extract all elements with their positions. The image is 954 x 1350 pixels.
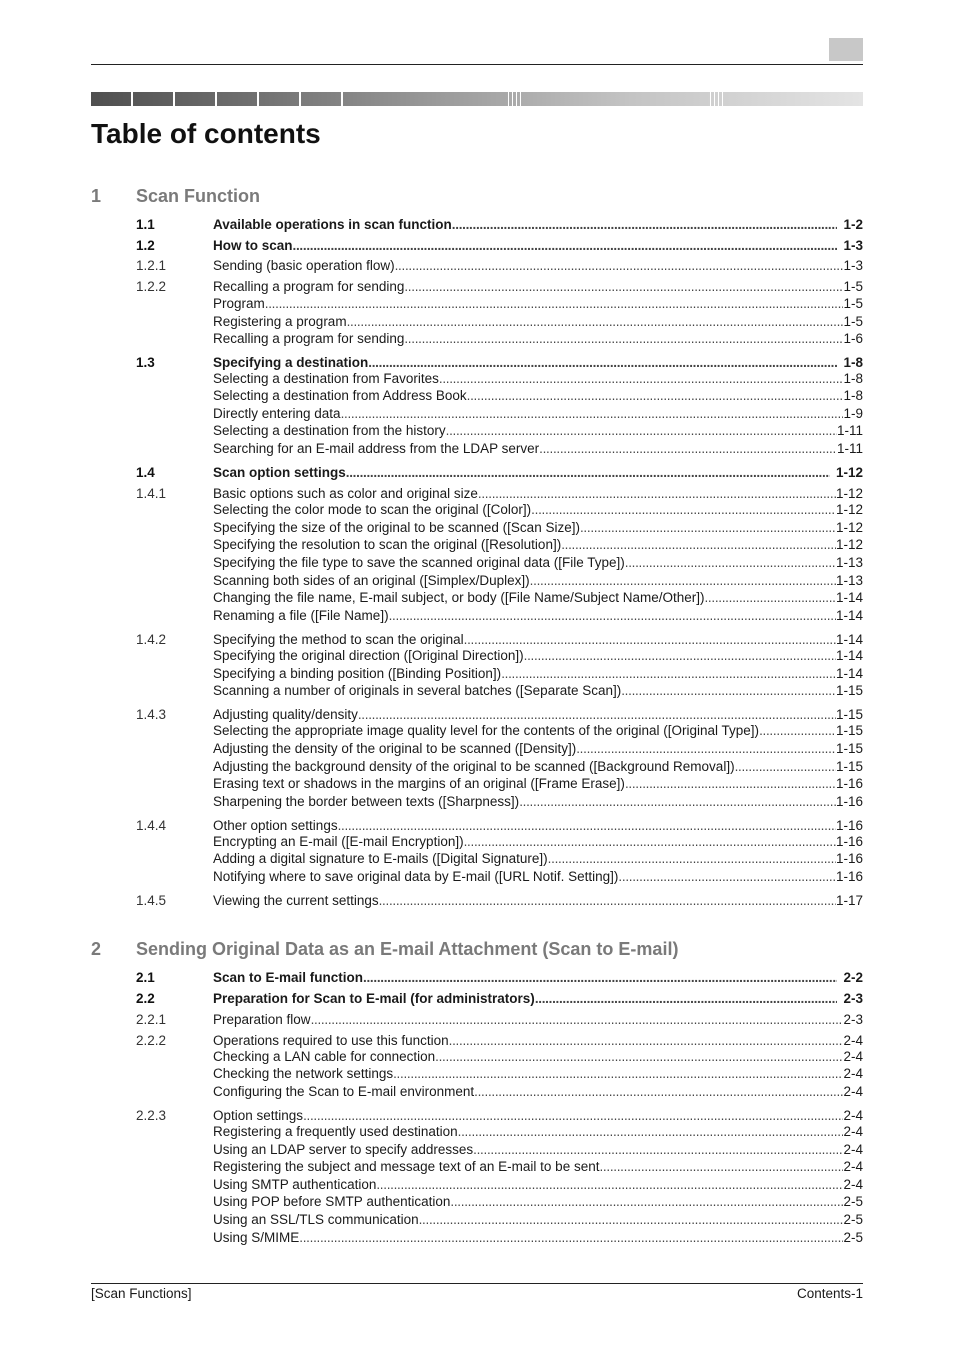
toc-page: 1-12 [835,502,863,517]
toc-dot-leader [404,278,843,295]
toc-row[interactable] [136,422,863,439]
toc-row[interactable] [136,1123,863,1140]
toc-row[interactable] [136,237,863,254]
toc-page: 1-15 [835,683,863,698]
toc-row[interactable] [136,1083,863,1100]
toc-text: Selecting the color mode to scan the original ([Color]) [213,502,532,517]
toc-dot-leader [395,257,844,274]
toc-dot-leader [393,1065,843,1082]
toc-text: Using POP before SMTP authentication [213,1194,451,1209]
toc-row[interactable] [136,758,863,775]
toc-dot-leader [404,330,843,347]
toc-row[interactable] [136,990,863,1007]
toc-page: 1-13 [835,555,863,570]
toc-row[interactable] [136,405,863,422]
toc-row[interactable] [136,572,863,589]
toc-dot-leader [580,519,836,536]
toc-number: 1.4.3 [136,707,167,722]
toc-text: Basic options such as color and original size [213,486,478,501]
toc-page: 1-16 [835,776,863,791]
toc-dot-leader [435,1048,843,1065]
toc-row[interactable] [136,536,863,553]
toc-dot-leader [358,706,836,723]
toc-page: 2-4 [843,1066,863,1081]
toc-dot-leader [519,793,836,810]
toc-number: 1.4.4 [136,818,167,833]
toc-row[interactable] [136,330,863,347]
toc-number: 1.1 [136,217,155,232]
toc-page: 2-4 [843,1159,863,1174]
toc-text: Scan to E-mail function [213,970,364,985]
toc-dot-leader [621,682,836,699]
toc-row[interactable] [136,1011,863,1028]
toc-dot-leader [599,1158,843,1175]
toc-dot-leader [341,405,844,422]
toc-page: 1-16 [835,851,863,866]
toc-page: 1-15 [835,741,863,756]
toc-dot-leader [625,775,836,792]
toc-text: Specifying the file type to save the scanned original data ([File Type]) [213,555,625,570]
toc-text: Registering a program [213,314,347,329]
toc-dot-leader [561,536,836,553]
toc-text: Preparation flow [213,1012,311,1027]
toc-text: Specifying the method to scan the original [213,632,464,647]
chapter-heading-1[interactable] [91,184,260,208]
toc-number: 1.4.2 [136,632,167,647]
toc-dot-leader [452,216,838,233]
toc-row[interactable] [136,1048,863,1065]
toc-page: 2-3 [843,1012,863,1027]
toc-page: 1-16 [835,794,863,809]
toc-text: Checking a LAN cable for connection [213,1049,436,1064]
footer-rule [91,1283,863,1284]
toc-page: 1-12 [835,465,863,480]
chapter-number: 1 [91,186,102,206]
toc-dot-leader [759,722,836,739]
toc-text: Preparation for Scan to E-mail (for administrators) [213,991,535,1006]
toc-page: 1-9 [843,406,863,421]
toc-page: 1-3 [843,238,863,253]
toc-text: Operations required to use this function [213,1033,449,1048]
toc-row[interactable] [136,740,863,757]
toc-dot-leader [625,554,836,571]
toc-page: 1-14 [835,666,863,681]
toc-dot-leader [299,1229,843,1246]
toc-page: 1-3 [843,258,863,273]
toc-text: Other option settings [213,818,338,833]
toc-number: 2.2 [136,991,155,1006]
toc-text: Using S/MIME [213,1230,300,1245]
toc-row[interactable] [136,1193,863,1210]
toc-page: 2-5 [843,1212,863,1227]
toc-dot-leader [419,1211,844,1228]
toc-row[interactable] [136,554,863,571]
decorative-gradient-bar [91,92,863,106]
toc-text: Option settings [213,1108,304,1123]
chapter-heading-2[interactable] [91,937,678,961]
toc-dot-leader [473,1141,843,1158]
toc-row[interactable] [136,278,863,295]
toc-page: 2-4 [843,1084,863,1099]
toc-text: Selecting a destination from Favorites [213,371,439,386]
toc-dot-leader [618,868,836,885]
toc-dot-leader [389,607,836,624]
toc-text: Searching for an E-mail address from the LDAP server [213,441,540,456]
toc-row[interactable] [136,833,863,850]
toc-dot-leader [735,758,836,775]
toc-number: 1.3 [136,355,155,370]
toc-dot-leader [376,1176,843,1193]
toc-dot-leader [303,1107,843,1124]
toc-dot-leader [464,631,836,648]
toc-text: Specifying the size of the original to be scanned ([Scan Size]) [213,520,580,535]
toc-row[interactable] [136,892,863,909]
toc-dot-leader [446,422,837,439]
toc-row[interactable] [136,665,863,682]
toc-page: 2-5 [843,1230,863,1245]
toc-page: 1-12 [835,486,863,501]
toc-page: 1-14 [835,648,863,663]
toc-text: Encrypting an E-mail ([E-mail Encryption]) [213,834,464,849]
toc-text: Changing the file name, E-mail subject, or body ([File Name/Subject Name/Other]) [213,590,705,605]
toc-page: 1-17 [835,893,863,908]
toc-text: Notifying where to save original data by E-mail ([URL Notif. Setting]) [213,869,619,884]
toc-page: 1-15 [835,723,863,738]
toc-text: Configuring the Scan to E-mail environment [213,1084,475,1099]
toc-page: 1-14 [835,590,863,605]
toc-row[interactable] [136,1158,863,1175]
toc-text: Directly entering data [213,406,341,421]
toc-text: Adding a digital signature to E-mails ([Digital Signature]) [213,851,548,866]
toc-dot-leader [539,440,837,457]
toc-row[interactable] [136,295,863,312]
toc-page: 1-5 [843,296,863,311]
toc-row[interactable] [136,1107,863,1124]
toc-page: 1-8 [843,371,863,386]
toc-dot-leader [458,1123,844,1140]
toc-number: 1.4 [136,465,155,480]
toc-page: 2-5 [843,1194,863,1209]
toc-dot-leader [464,833,836,850]
toc-text: Registering a frequently used destination [213,1124,458,1139]
toc-row[interactable] [136,1065,863,1082]
toc-dot-leader [449,1032,844,1049]
toc-text: Adjusting the background density of the original to be scanned ([Background Removal]) [213,759,735,774]
toc-row[interactable] [136,519,863,536]
toc-dot-leader [311,1011,844,1028]
toc-page: 1-16 [835,869,863,884]
toc-row[interactable] [136,464,863,481]
toc-text: Recalling a program for sending [213,279,405,294]
toc-dot-leader [347,313,844,330]
toc-page: 1-2 [843,217,863,232]
toc-dot-leader [363,969,837,986]
toc-text: Selecting a destination from the history [213,423,446,438]
toc-row[interactable] [136,589,863,606]
toc-row[interactable] [136,1229,863,1246]
toc-dot-leader [368,354,837,371]
toc-page: 2-4 [843,1108,863,1123]
toc-row[interactable] [136,850,863,867]
toc-dot-leader [704,589,836,606]
toc-text: Specifying the original direction ([Original Direction]) [213,648,524,663]
toc-row[interactable] [136,354,863,371]
toc-dot-leader [548,850,836,867]
toc-row[interactable] [136,313,863,330]
toc-dot-leader [346,464,830,481]
header-rule [91,64,863,65]
toc-dot-leader [474,1083,843,1100]
toc-dot-leader [439,370,844,387]
footer-page-number: Contents-1 [796,1286,863,1301]
toc-row[interactable] [136,1211,863,1228]
toc-text: Registering the subject and message text of an E-mail to be sent [213,1159,600,1174]
toc-page: 1-14 [835,632,863,647]
toc-text: Sharpening the border between texts ([Sharpness]) [213,794,520,809]
chapter-title: Sending Original Data as an E-mail Attachment (Scan to E-mail) [136,939,679,959]
toc-page: 1-8 [843,355,863,370]
toc-text: How to scan [213,238,293,253]
toc-row[interactable] [136,440,863,457]
toc-page: 2-4 [843,1142,863,1157]
chapter-number: 2 [91,939,102,959]
toc-number: 2.2.1 [136,1012,167,1027]
footer-manual-name: [Scan Functions] [91,1286,192,1301]
toc-page: 1-8 [843,388,863,403]
toc-page: 1-11 [836,441,863,456]
toc-dot-leader [379,892,836,909]
toc-page: 1-5 [843,314,863,329]
toc-page: 1-16 [835,834,863,849]
toc-page: 1-11 [836,423,863,438]
toc-page: 2-4 [843,1033,863,1048]
toc-text: Adjusting the density of the original to be scanned ([Density]) [213,741,577,756]
toc-dot-leader [531,501,836,518]
toc-page: 1-6 [843,331,863,346]
toc-text: Specifying a binding position ([Binding Position]) [213,666,502,681]
toc-row[interactable] [136,257,863,274]
toc-text: Specifying a destination [213,355,369,370]
toc-row[interactable] [136,501,863,518]
toc-page: 1-5 [843,279,863,294]
toc-row[interactable] [136,1032,863,1049]
toc-dot-leader [450,1193,843,1210]
toc-text: Sending (basic operation flow) [213,258,395,273]
toc-row[interactable] [136,722,863,739]
toc-page: 1-12 [835,537,863,552]
toc-number: 1.4.5 [136,893,167,908]
toc-number: 2.2.3 [136,1108,167,1123]
toc-text: Scan option settings [213,465,346,480]
toc-row[interactable] [136,868,863,885]
toc-page: 2-3 [843,991,863,1006]
toc-row[interactable] [136,775,863,792]
toc-text: Scanning both sides of an original ([Simplex/Duplex]) [213,573,530,588]
toc-page: 2-2 [843,970,863,985]
toc-row[interactable] [136,1141,863,1158]
toc-number: 2.1 [136,970,155,985]
toc-row[interactable] [136,682,863,699]
toc-text: Checking the network settings [213,1066,394,1081]
toc-text: Program [213,296,265,311]
toc-text: Renaming a file ([File Name]) [213,608,389,623]
chapter-title: Scan Function [136,186,261,206]
toc-dot-leader [535,990,838,1007]
toc-row[interactable] [136,1176,863,1193]
toc-row[interactable] [136,485,863,502]
toc-number: 1.4.1 [136,486,167,501]
toc-dot-leader [524,647,836,664]
toc-text: Recalling a program for sending [213,331,405,346]
toc-page: 1-14 [835,608,863,623]
toc-row[interactable] [136,631,863,648]
toc-text: Using an LDAP server to specify addresses [213,1142,474,1157]
toc-page: 2-4 [843,1177,863,1192]
toc-row[interactable] [136,793,863,810]
toc-text: Erasing text or shadows in the margins of an original ([Frame Erase]) [213,776,625,791]
toc-number: 1.2 [136,238,155,253]
toc-number: 1.2.1 [136,258,167,273]
toc-number: 2.2.2 [136,1033,167,1048]
toc-row[interactable] [136,216,863,233]
toc-dot-leader [501,665,836,682]
toc-text: Adjusting quality/density [213,707,358,722]
toc-text: Selecting the appropriate image quality level for the contents of the original ([Original Type]) [213,723,760,738]
toc-dot-leader [265,295,844,312]
toc-row[interactable] [136,387,863,404]
toc-page: 1-15 [835,759,863,774]
toc-page: 1-13 [835,573,863,588]
toc-row[interactable] [136,706,863,723]
toc-text: Specifying the resolution to scan the original ([Resolution]) [213,537,562,552]
toc-dot-leader [530,572,836,589]
toc-row[interactable] [136,607,863,624]
toc-page: 1-15 [835,707,863,722]
toc-dot-leader [467,387,844,404]
toc-row[interactable] [136,817,863,834]
toc-dot-leader [338,817,836,834]
toc-row[interactable] [136,969,863,986]
toc-page: 2-4 [843,1049,863,1064]
toc-text: Using an SSL/TLS communication [213,1212,419,1227]
toc-page: 2-4 [843,1124,863,1139]
toc-text: Scanning a number of originals in several batches ([Separate Scan]) [213,683,622,698]
toc-text: Using SMTP authentication [213,1177,377,1192]
toc-dot-leader [576,740,836,757]
toc-row[interactable] [136,647,863,664]
toc-dot-leader [293,237,838,254]
toc-number: 1.2.2 [136,279,167,294]
page-title: Table of contents [91,118,321,149]
header-tab-box [829,38,863,61]
toc-text: Selecting a destination from Address Book [213,388,467,403]
toc-row[interactable] [136,370,863,387]
toc-page: 1-16 [835,818,863,833]
toc-dot-leader [478,485,836,502]
toc-page: 1-12 [835,520,863,535]
toc-text: Viewing the current settings [213,893,379,908]
toc-text: Available operations in scan function [213,217,452,232]
